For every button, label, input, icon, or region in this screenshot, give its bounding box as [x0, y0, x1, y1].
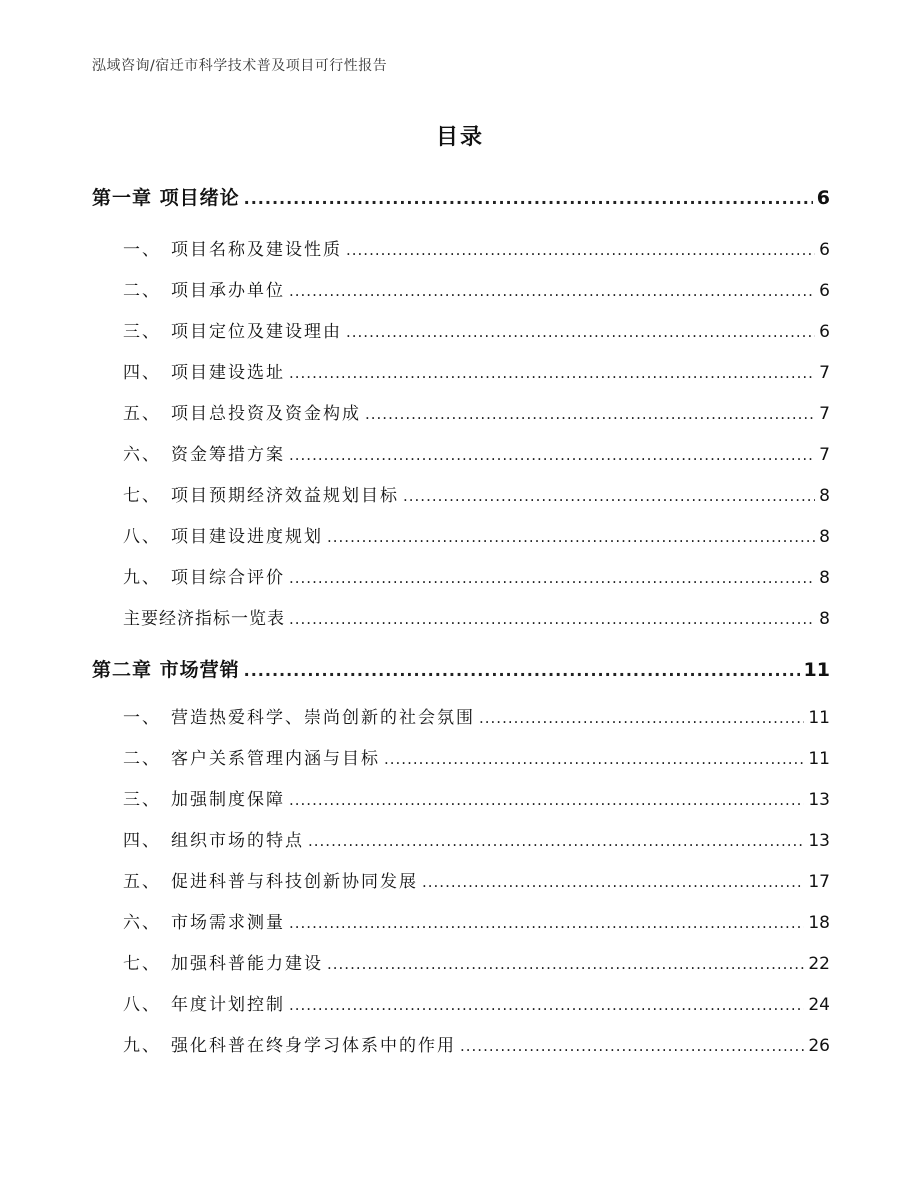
toc-entry-label: 项目建设进度规划 [171, 527, 323, 547]
toc-dot-leader [460, 1026, 804, 1067]
toc-entry[interactable] [92, 353, 830, 394]
toc-entry[interactable] [92, 394, 830, 435]
toc-page-number: 6 [819, 322, 830, 342]
toc-entry-label: 营造热爱科学、崇尚创新的社会氛围 [171, 708, 475, 728]
toc-entry[interactable] [92, 476, 830, 517]
running-header: 泓域咨询/宿迁市科学技术普及项目可行性报告 [92, 58, 388, 74]
toc-entry-label: 年度计划控制 [171, 995, 285, 1015]
toc-entry[interactable] [92, 230, 830, 271]
toc-page-number: 7 [819, 363, 830, 383]
toc-entry[interactable] [92, 599, 830, 640]
toc-page-number: 26 [808, 1036, 830, 1056]
toc-entry[interactable] [92, 312, 830, 353]
toc-entry-label: 项目承办单位 [171, 281, 285, 301]
toc-entry-number: 四、 [123, 831, 161, 851]
toc-entry-number: 七、 [123, 486, 161, 506]
toc-dot-leader [289, 271, 815, 312]
toc-page-number: 8 [819, 609, 830, 629]
toc-dot-leader [289, 780, 804, 821]
toc-entry-number: 五、 [123, 872, 161, 892]
toc-dot-leader [403, 476, 815, 517]
toc-entry-number: 九、 [123, 1036, 161, 1056]
toc-entry[interactable] [92, 271, 830, 312]
toc-page-number: 11 [808, 708, 830, 728]
toc-page-number: 7 [819, 404, 830, 424]
toc-entry[interactable] [92, 903, 830, 944]
toc-entry-label: 主要经济指标一览表 [123, 609, 285, 629]
toc-dot-leader [346, 312, 815, 353]
toc-entry-number: 七、 [123, 954, 161, 974]
toc-entry-label: 项目建设选址 [171, 363, 285, 383]
toc-dot-leader [422, 862, 804, 903]
toc-entry-label: 资金筹措方案 [171, 445, 285, 465]
toc-chapter-label: 第一章 项目绪论 [92, 187, 240, 209]
toc-chapter-label: 第二章 市场营销 [92, 659, 240, 681]
toc-entry-label: 加强科普能力建设 [171, 954, 323, 974]
toc-page-number: 11 [803, 659, 830, 681]
toc-entry-number: 八、 [123, 527, 161, 547]
toc-entry[interactable] [92, 1026, 830, 1067]
toc-entry-label: 客户关系管理内涵与目标 [171, 749, 380, 769]
toc-entry[interactable] [92, 985, 830, 1026]
toc-page-number: 24 [808, 995, 830, 1015]
toc-entry-number: 六、 [123, 445, 161, 465]
toc-page-number: 7 [819, 445, 830, 465]
toc-dot-leader [244, 651, 800, 691]
toc-dot-leader [289, 435, 815, 476]
toc-entry-number: 三、 [123, 322, 161, 342]
toc-page-number: 13 [808, 831, 830, 851]
toc-entry-number: 一、 [123, 708, 161, 728]
toc-entry-label: 组织市场的特点 [171, 831, 304, 851]
toc-page-number: 6 [816, 187, 830, 209]
toc-entry-label: 项目定位及建设理由 [171, 322, 342, 342]
toc-dot-leader [289, 558, 815, 599]
toc-dot-leader [289, 985, 804, 1026]
toc-entry-number: 五、 [123, 404, 161, 424]
toc-entry[interactable] [92, 558, 830, 599]
toc-entry-label: 项目综合评价 [171, 568, 285, 588]
toc-dot-leader [289, 353, 815, 394]
toc-dot-leader [384, 739, 804, 780]
toc-page-number: 8 [819, 527, 830, 547]
toc-page-number: 18 [808, 913, 830, 933]
toc-dot-leader [479, 698, 804, 739]
toc-dot-leader [289, 599, 815, 640]
toc-entry-label: 市场需求测量 [171, 913, 285, 933]
toc-dot-leader [346, 230, 815, 271]
toc-page-number: 8 [819, 486, 830, 506]
table-of-contents [92, 178, 830, 1067]
toc-entry-number: 九、 [123, 568, 161, 588]
toc-page-number: 13 [808, 790, 830, 810]
toc-page-number: 6 [819, 240, 830, 260]
toc-page-number: 22 [808, 954, 830, 974]
toc-entry-number: 六、 [123, 913, 161, 933]
toc-dot-leader [365, 394, 815, 435]
toc-page-number: 17 [808, 872, 830, 892]
toc-dot-leader [327, 517, 815, 558]
toc-entry[interactable] [92, 739, 830, 780]
toc-entry[interactable] [92, 821, 830, 862]
toc-page-number: 11 [808, 749, 830, 769]
toc-entry-label: 促进科普与科技创新协同发展 [171, 872, 418, 892]
toc-entry[interactable] [92, 435, 830, 476]
toc-entry-label: 项目总投资及资金构成 [171, 404, 361, 424]
toc-entry[interactable] [92, 862, 830, 903]
toc-dot-leader [327, 944, 804, 985]
toc-entry-number: 二、 [123, 281, 161, 301]
toc-entry-number: 八、 [123, 995, 161, 1015]
toc-entry-label: 加强制度保障 [171, 790, 285, 810]
toc-entry[interactable] [92, 780, 830, 821]
toc-entry-number: 二、 [123, 749, 161, 769]
toc-entry[interactable] [92, 517, 830, 558]
toc-page-number: 6 [819, 281, 830, 301]
toc-chapter-1[interactable] [92, 178, 830, 218]
toc-dot-leader [244, 179, 813, 219]
toc-chapter-2[interactable] [92, 650, 830, 690]
toc-entry-number: 一、 [123, 240, 161, 260]
toc-title: 目录 [435, 125, 484, 150]
toc-dot-leader [308, 821, 804, 862]
toc-entry[interactable] [92, 698, 830, 739]
toc-entry-label: 项目名称及建设性质 [171, 240, 342, 260]
toc-page-number: 8 [819, 568, 830, 588]
toc-entry-number: 四、 [123, 363, 161, 383]
toc-entry[interactable] [92, 944, 830, 985]
toc-entry-label: 强化科普在终身学习体系中的作用 [171, 1036, 456, 1056]
toc-entry-label: 项目预期经济效益规划目标 [171, 486, 399, 506]
toc-entry-number: 三、 [123, 790, 161, 810]
toc-dot-leader [289, 903, 804, 944]
